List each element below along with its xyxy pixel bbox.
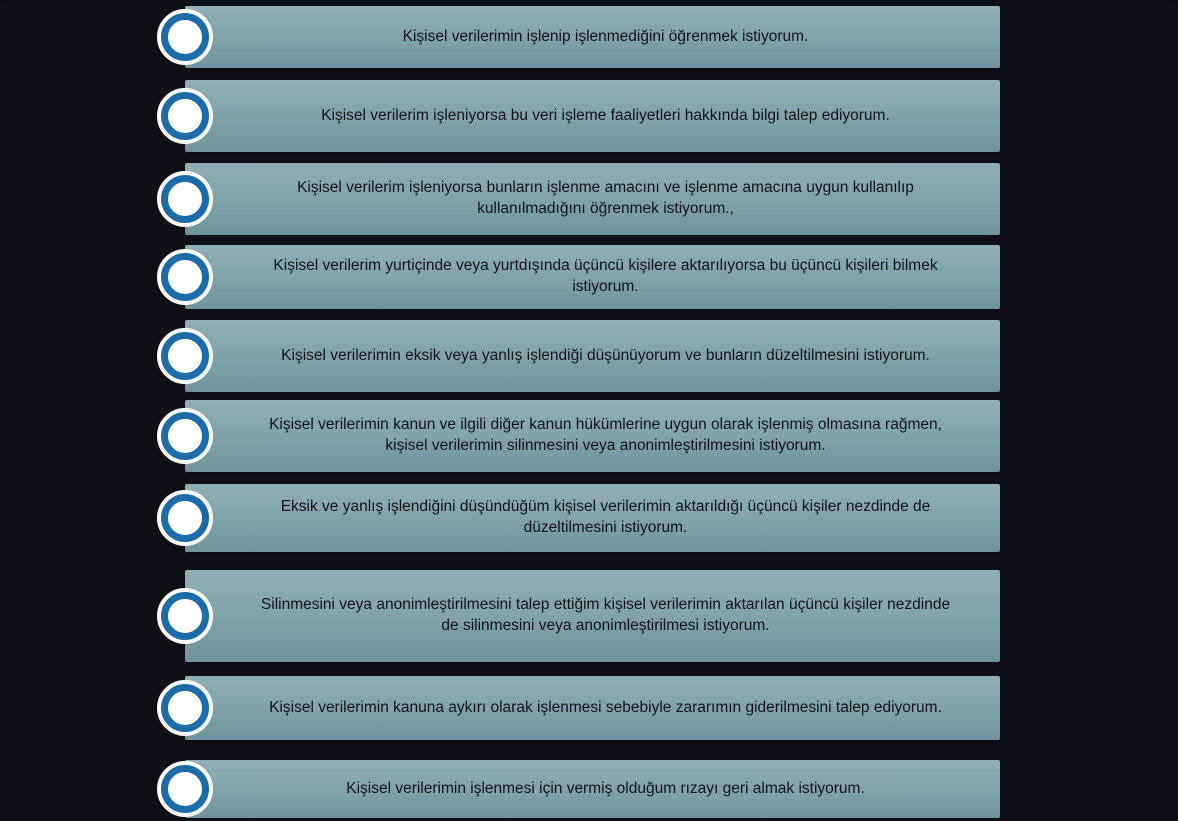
bullet-icon xyxy=(157,761,213,817)
list-item-label: Kişisel verilerimin eksik veya yanlış işlendiği düşünüyorum ve bunların düzeltilmesini istiyorum. xyxy=(281,346,930,364)
list-item[interactable] xyxy=(185,400,1000,472)
list-item[interactable] xyxy=(185,676,1000,740)
bullet-icon xyxy=(157,408,213,464)
bullet-icon xyxy=(157,171,213,227)
list-item-label: Kişisel verilerimin işlenip işlenmediğini öğrenmek istiyorum. xyxy=(402,27,809,45)
list-item[interactable] xyxy=(185,80,1000,152)
list-item-bar[interactable] xyxy=(185,400,1000,472)
list-item-bar[interactable] xyxy=(185,760,1000,818)
bullet-icon xyxy=(157,9,213,65)
list-item-bar[interactable] xyxy=(185,570,1000,662)
list-item[interactable] xyxy=(185,320,1000,392)
list-item-bar[interactable] xyxy=(185,245,1000,309)
bullet-icon xyxy=(157,88,213,144)
list-item-label: Kişisel verilerim işleniyorsa bunların işlenme amacını ve işlenme amacına uygun kullanılıp kullanılmadığını öğrenmek istiyorum., xyxy=(297,179,914,217)
list-item-label: Kişisel verilerim işleniyorsa bu veri işleme faaliyetleri hakkında bilgi talep ediyorum. xyxy=(321,106,890,124)
list-item-bar[interactable] xyxy=(185,484,1000,552)
list-item-bar[interactable] xyxy=(185,676,1000,740)
list-item-label: Silinmesini veya anonimleştirilmesini talep ettiğim kişisel verilerimin aktarılan üçüncü kişiler nezdinde de silinmesini veya anonimleştirilmesi istiyorum. xyxy=(260,596,951,634)
list-item[interactable] xyxy=(185,163,1000,235)
list-item[interactable] xyxy=(185,6,1000,68)
list-item-label: Kişisel verilerimin işlenmesi için vermiş olduğum rızayı geri almak istiyorum. xyxy=(346,779,865,797)
bullet-icon xyxy=(157,328,213,384)
list-item[interactable] xyxy=(185,484,1000,552)
list-item-bar[interactable] xyxy=(185,80,1000,152)
list-item-label: Kişisel verilerimin kanun ve ilgili diğer kanun hükümlerine uygun olarak işlenmiş olmasına rağmen, kişisel verilerimin silinmesini veya anonimleştirilmesini istiyorum. xyxy=(269,416,942,454)
list-item[interactable] xyxy=(185,570,1000,662)
list-item-label: Kişisel verilerimin kanuna aykırı olarak işlenmesi sebebiyle zararımın giderilmesini talep ediyorum. xyxy=(269,698,942,716)
list-item-bar[interactable] xyxy=(185,320,1000,392)
list-item-bar[interactable] xyxy=(185,6,1000,68)
list-item-label: Eksik ve yanlış işlendiğini düşündüğüm kişisel verilerimin aktarıldığı üçüncü kişiler nezdinde de düzeltilmesini istiyorum. xyxy=(280,498,931,536)
bullet-icon xyxy=(157,490,213,546)
bullet-icon xyxy=(157,680,213,736)
list-item-bar[interactable] xyxy=(185,163,1000,235)
list-item[interactable] xyxy=(185,245,1000,309)
list-item[interactable] xyxy=(185,760,1000,818)
bullet-icon xyxy=(157,588,213,644)
list-item-label: Kişisel verilerim yurtiçinde veya yurtdışında üçüncü kişilere aktarılıyorsa bu üçüncü kişileri bilmek istiyorum. xyxy=(273,257,938,295)
bullet-icon xyxy=(157,249,213,305)
